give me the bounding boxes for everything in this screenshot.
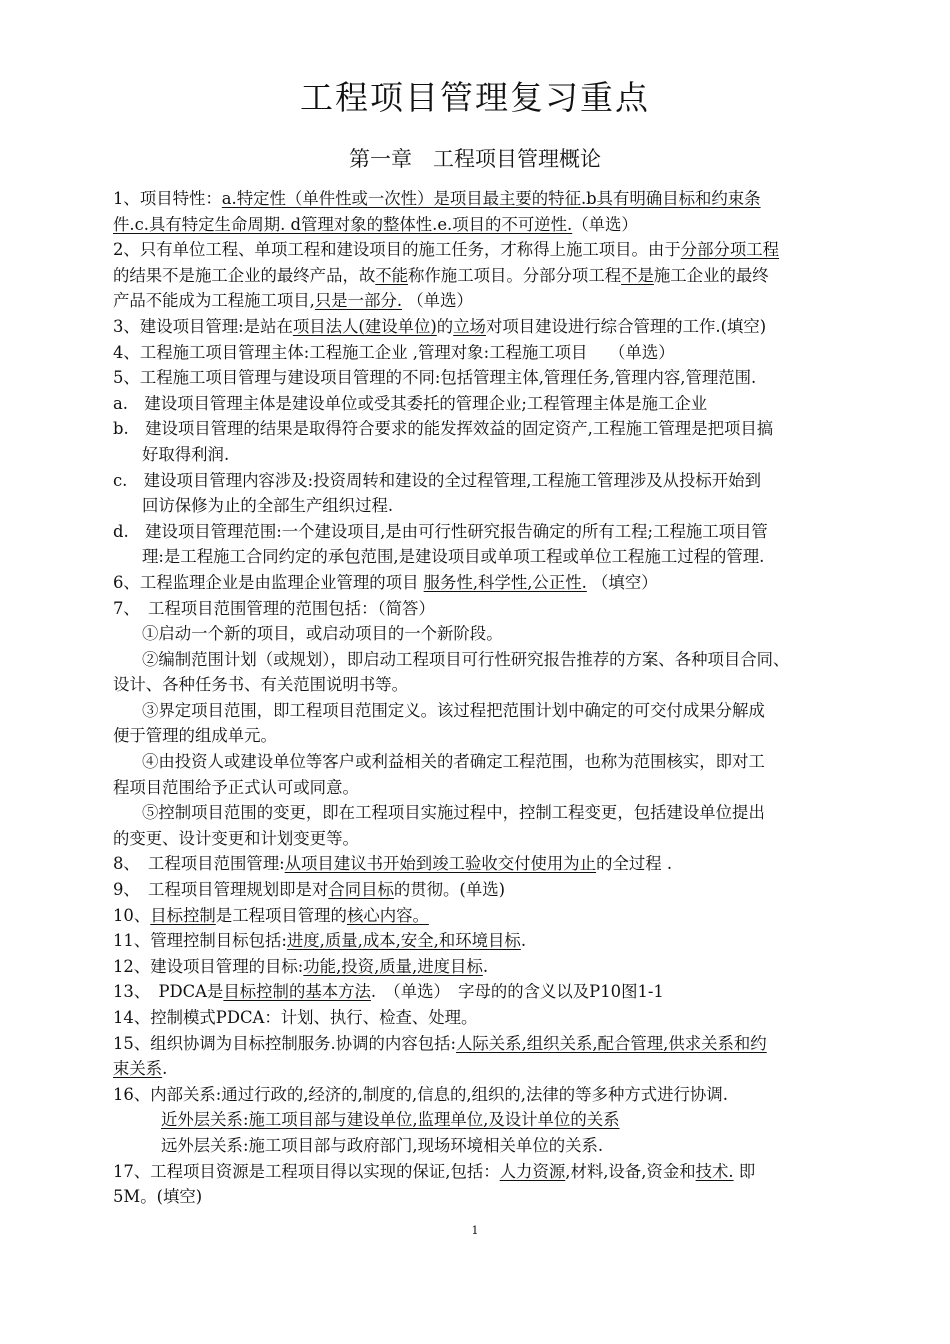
text-line — [113, 954, 888, 980]
underlined-text: 不是 — [621, 265, 654, 285]
underlined-text: 近外层关系: — [161, 1110, 249, 1130]
text-line: 14、控制模式PDCA：计划、执行、检查、处理。 — [113, 1008, 478, 1027]
text-line — [113, 1031, 888, 1057]
underlined-text: 从项目建议书开始到竣工验收交付使用为止 — [284, 854, 597, 874]
text-segment: （填空） — [586, 572, 658, 592]
underlined-text: 功能,投资,质量,进度目标 — [303, 956, 483, 976]
underlined-text: 立场 — [453, 316, 486, 336]
text-segment: 13、 PDCA是 — [113, 982, 224, 1002]
text-line: d. 建设项目管理范围:一个建设项目,是由可行性研究报告确定的所有工程;工程施工项目管 — [113, 521, 768, 541]
text-segment: 的结果不是施工企业的最终产品，故 — [113, 265, 376, 285]
text-line — [113, 1159, 888, 1185]
text-line — [113, 851, 888, 877]
underlined-text: 项目法人(建设单位) — [292, 316, 437, 336]
underlined-text: 合同目标 — [328, 880, 394, 900]
underlined-text: 进度,质量,成本,安全,和环境目标 — [286, 931, 521, 951]
text-line: ①启动一个新的项目，或启动项目的一个新阶段。 — [142, 624, 503, 644]
text-line — [113, 979, 888, 1005]
text-line: b. 建设项目管理的结果是取得符合要求的能发挥效益的固定资产,工程施工管理是把项目搞 — [113, 419, 774, 439]
text-segment: 施工企业的最终 — [653, 265, 769, 285]
underlined-text: 件.c.具有特定生命周期. d管理对象的整体性.e.项目的不可逆性. — [113, 214, 573, 234]
text-line: 回访保修为止的全部生产组织过程. — [142, 496, 394, 516]
text-segment: 2、只有单位工程、单项工程和建设项目的施工任务，才称得上施工项目。由于 — [113, 240, 681, 260]
underlined-text: 服务性,科学性,公正性. — [423, 572, 587, 592]
underlined-text: 技术. — [695, 1161, 734, 1181]
text-segment: （单选） — [402, 291, 473, 311]
text-segment: 8、 工程项目范围管理: — [113, 854, 285, 874]
text-line: c. 建设项目管理内容涉及:投资周转和建设的全过程管理,工程施工管理涉及从投标开始到 — [113, 470, 761, 490]
text-line: ④由投资人或建设单位等客户或利益相关的者确定工程范围，也称为范围核实，即对工 — [142, 752, 765, 772]
text-segment: 的贯彻。(单选) — [393, 880, 506, 900]
text-line — [113, 877, 888, 903]
underlined-text: 只是一部分. — [314, 291, 403, 311]
text-segment: 3、建设项目管理:是站在 — [113, 316, 293, 336]
underlined-text: 施工项目部与建设单位,监理单位,及设计单位的关系 — [248, 1110, 620, 1130]
text-segment: . — [162, 1059, 168, 1079]
page-number: 1 — [471, 1224, 479, 1237]
text-line: ②编制范围计划（或规划），即启动工程项目可行性研究报告推荐的方案、各种项目合同、 — [142, 649, 790, 669]
underlined-text: 束关系 — [113, 1059, 163, 1079]
text-segment: . （单选） 字母的的含义以及P10图1-1 — [370, 982, 664, 1002]
text-segment: （单选） — [572, 214, 638, 234]
text-segment: 17、工程项目资源是工程项目得以实现的保证,包括： — [113, 1161, 500, 1181]
text-segment: 15、组织协调为目标控制服务.协调的内容包括: — [113, 1033, 457, 1053]
text-line — [113, 237, 888, 263]
text-line: 的变更、设计变更和计划变更等。 — [113, 828, 359, 848]
text-segment: 对项目建设进行综合管理的工作.(填空) — [485, 316, 767, 336]
text-line: 5M。(填空) — [113, 1187, 203, 1207]
text-line: ③界定项目范围，即工程项目范围定义。该过程把范围计划中确定的可交付成果分解成 — [142, 700, 765, 720]
underlined-text: a.特定性（单件性或一次性）是项目最主要的特征.b具有明确目标和约束条 — [221, 189, 761, 208]
text-segment: . — [482, 956, 489, 976]
document-body — [113, 186, 888, 1210]
text-line: 便于管理的组成单元。 — [113, 726, 277, 746]
text-line: a. 建设项目管理主体是建设单位或受其委托的管理企业;工程管理主体是施工企业 — [113, 393, 708, 413]
text-line — [113, 288, 888, 314]
text-segment: 即 — [733, 1161, 756, 1181]
text-segment: ,材料,设备,资金和 — [565, 1161, 696, 1181]
chapter-heading: 第一章 工程项目管理概论 — [349, 147, 601, 171]
text-line: 好取得利润. — [142, 444, 230, 464]
underlined-text: 分部分项工程 — [680, 240, 780, 260]
underlined-text: 人际关系,组织关系,配合管理,供求关系和约 — [456, 1033, 767, 1053]
text-line: ⑤控制项目范围的变更，即在工程项目实施过程中，控制工程变更，包括建设单位提出 — [142, 803, 765, 823]
text-line — [113, 186, 888, 212]
underlined-text: 核心内容。 — [346, 905, 429, 925]
text-line: 7、 工程项目范围管理的范围包括：（简答） — [113, 598, 435, 618]
text-line — [113, 263, 888, 289]
text-segment: 9、 工程项目管理规划即是对 — [113, 880, 329, 900]
text-segment: 的 — [436, 316, 454, 336]
underlined-text: 目标控制 — [150, 905, 216, 925]
text-segment: 10、 — [113, 905, 151, 925]
text-line: 远外层关系:施工项目部与政府部门,现场环境相关单位的关系. — [161, 1135, 604, 1155]
text-segment: 12、建设项目管理的目标: — [113, 956, 304, 976]
text-segment: 11、管理控制目标包括: — [113, 931, 287, 951]
text-segment: 产品不能成为工程施工项目, — [113, 291, 315, 311]
text-segment: 6、工程监理企业是由监理企业管理的项目 — [113, 572, 424, 592]
underlined-text: 目标控制的基本方法 — [223, 982, 371, 1002]
text-segment: 称作施工项目。分部分项工程 — [408, 265, 622, 285]
text-segment: 的全过程 . — [596, 854, 673, 874]
underlined-text: 人力资源 — [499, 1161, 566, 1181]
text-line — [113, 212, 888, 238]
text-line: 设计、各种任务书、有关范围说明书等。 — [113, 675, 409, 695]
text-segment: 1、项目特性： — [113, 189, 222, 208]
text-segment: . — [520, 931, 527, 951]
text-line: 程项目范围给予正式认可或同意。 — [113, 777, 359, 797]
underlined-text: 不能 — [375, 265, 409, 285]
text-line: 16、内部关系:通过行政的,经济的,制度的,信息的,组织的,法律的等多种方式进行协调. — [113, 1084, 728, 1104]
text-line — [113, 903, 888, 929]
text-line — [113, 1056, 888, 1082]
text-line — [113, 314, 888, 340]
document-title: 工程项目管理复习重点 — [300, 78, 650, 117]
text-line — [113, 1107, 888, 1133]
text-line — [113, 928, 888, 954]
text-line: 5、工程施工项目管理与建设项目管理的不同:包括管理主体,管理任务,管理内容,管理范围. — [113, 368, 757, 388]
text-line — [113, 570, 888, 596]
text-line: 理:是工程施工合同约定的承包范围,是建设项目或单项工程或单位工程施工过程的管理. — [142, 547, 765, 567]
text-segment: 是工程项目管理的 — [215, 905, 347, 925]
text-line: 4、工程施工项目管理主体:工程施工企业 ,管理对象:工程施工项目 （单选） — [113, 342, 675, 362]
